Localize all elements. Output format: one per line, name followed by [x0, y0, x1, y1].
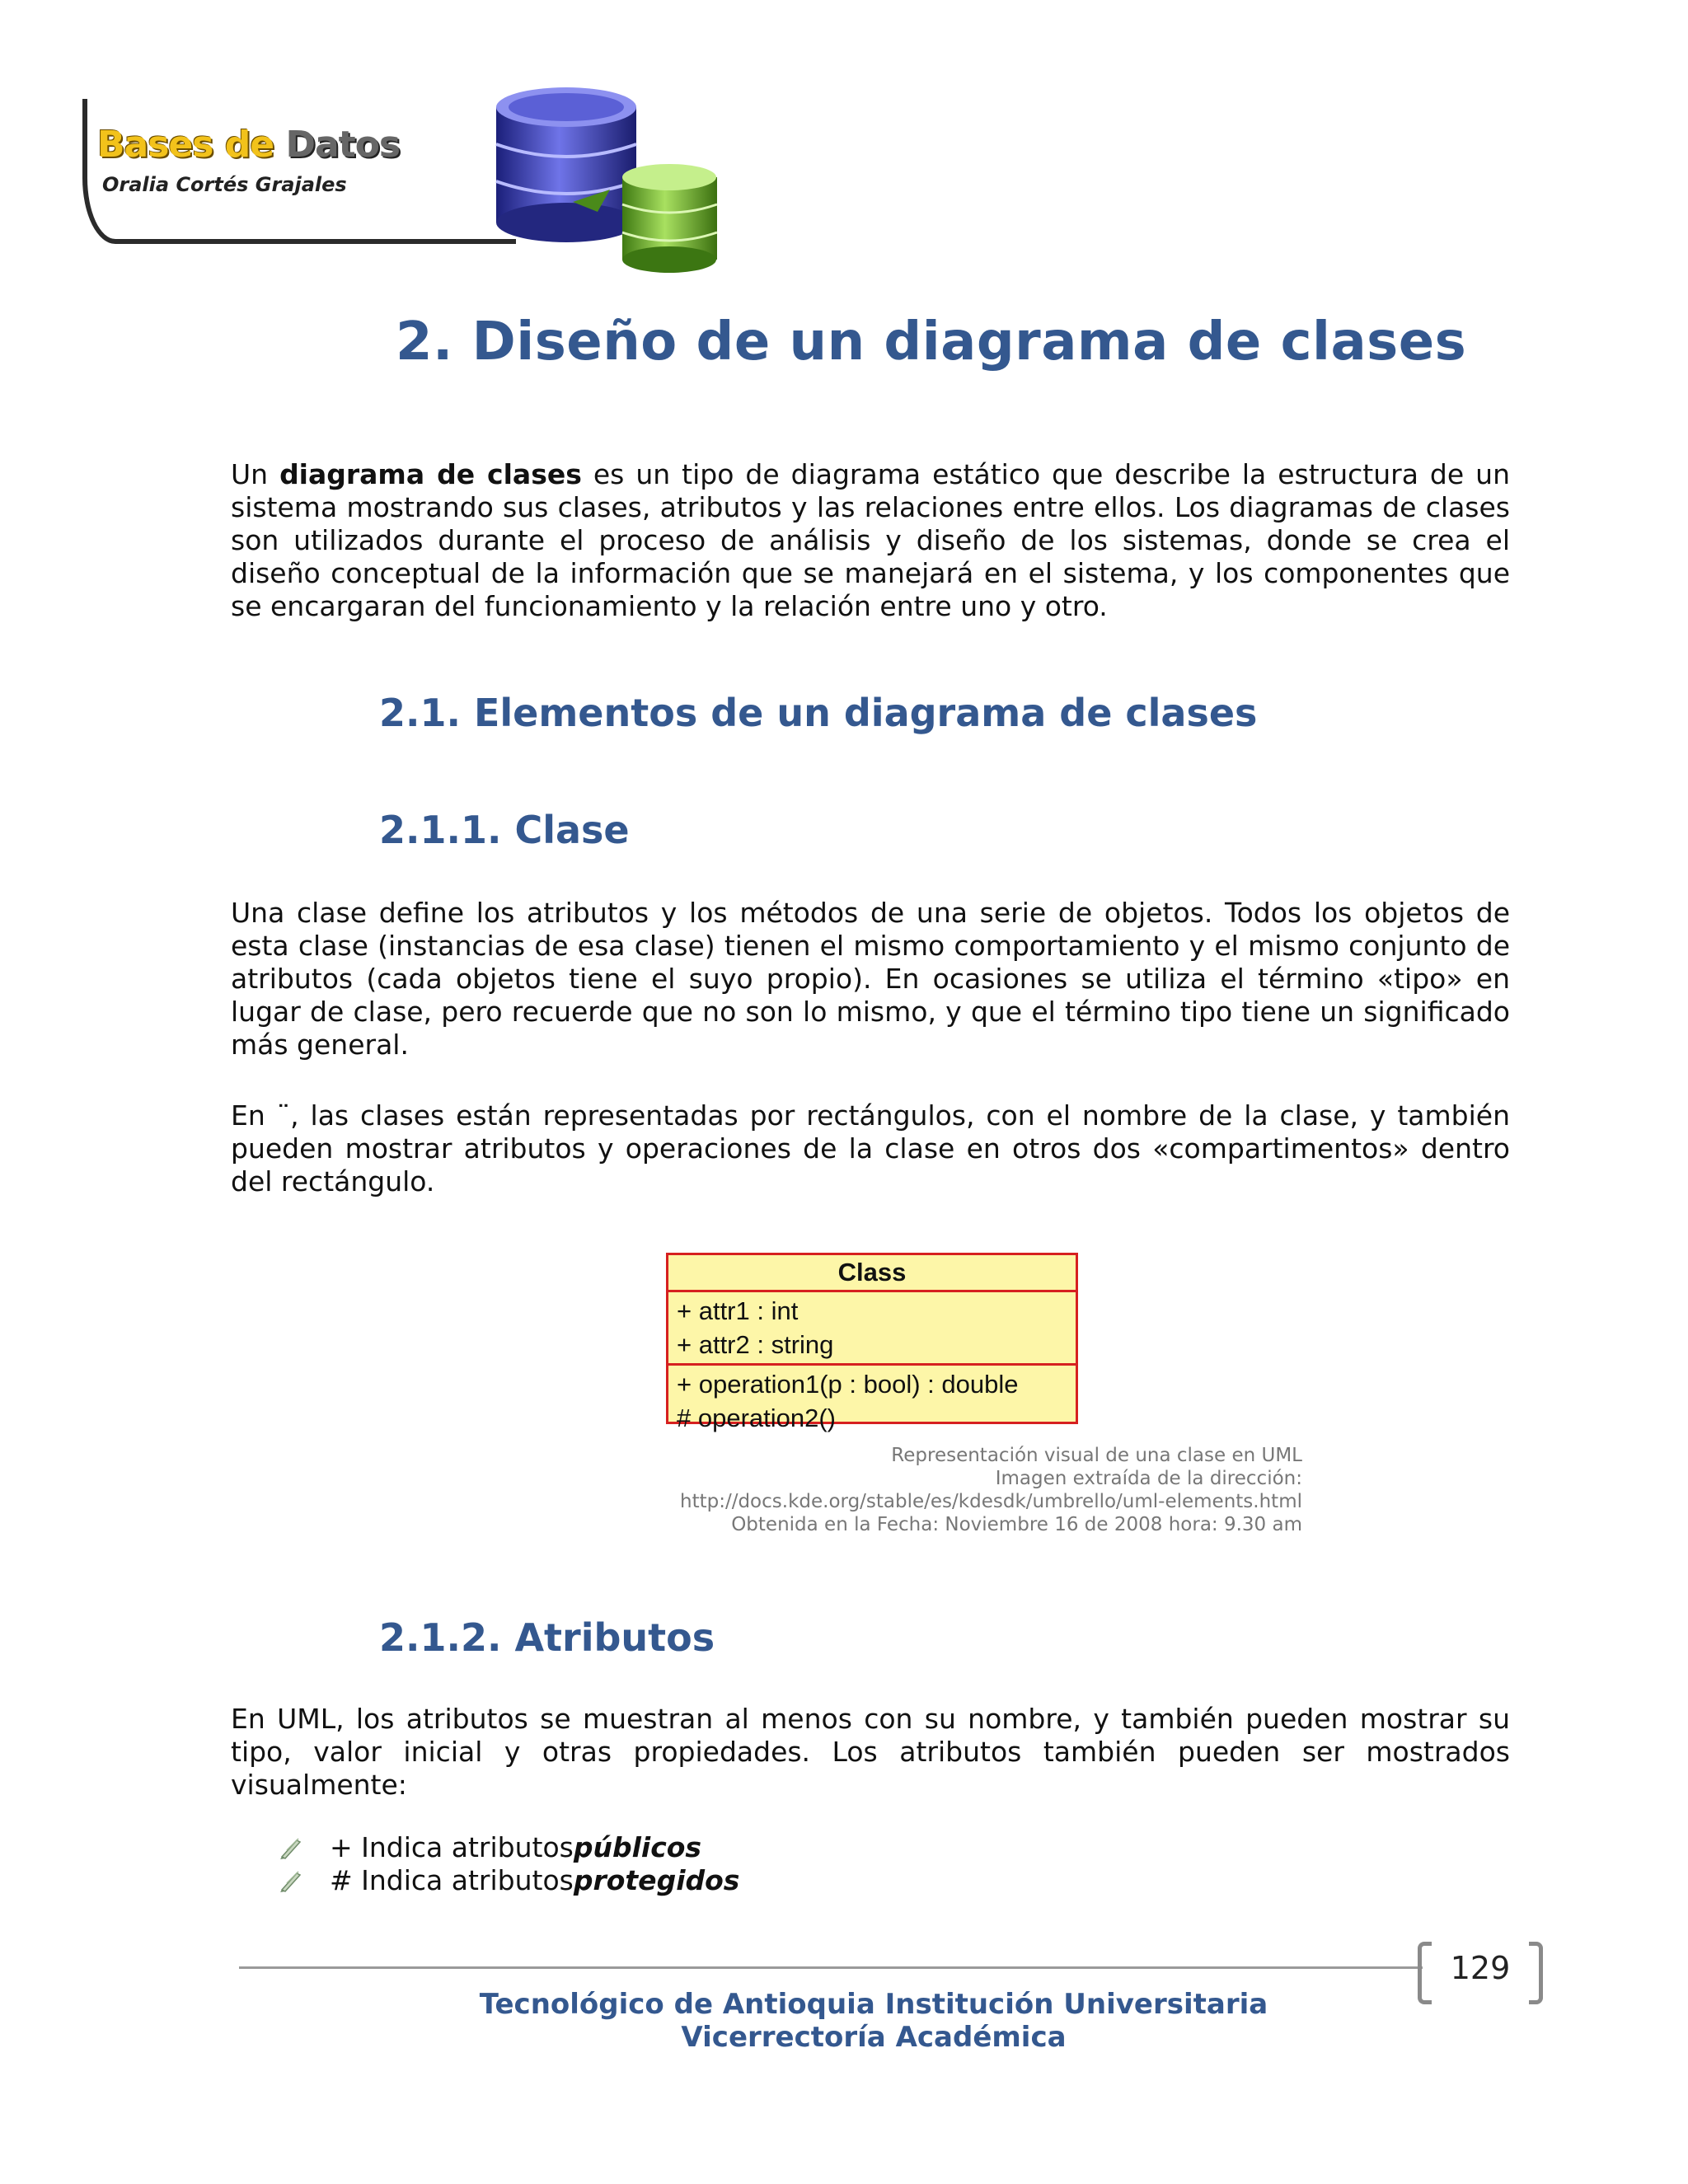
- uml-operation: + operation1(p : bool) : double: [677, 1370, 1019, 1399]
- section-title: 2.1. Elementos de un diagrama de clases: [379, 691, 1258, 735]
- uml-attributes-compartment: [668, 1292, 1076, 1366]
- bullet-text: # Indica atributos: [330, 1864, 574, 1896]
- intro-paragraph: [231, 458, 1510, 623]
- uml-attribute: + attr1 : int: [677, 1296, 799, 1325]
- footer-department: Vicerrectoría Académica: [681, 2021, 1067, 2054]
- pen-icon: [279, 1868, 303, 1893]
- caption-line: Imagen extraída de la dirección:: [995, 1468, 1302, 1489]
- logo-title-part1: Bases: [97, 124, 213, 166]
- header-logo: [82, 82, 676, 280]
- logo-title-part2: de: [224, 124, 274, 166]
- intro-rest: es un tipo de diagrama estático que describe la estructura de un sistema mostrando sus clases, atributos y las relaciones entre ellos. Los diagramas de clases son utilizados durante el proceso de análisis y diseño de los sistemas, donde se crea el diseño conceptual de la información que se manejará en el sistema, y los componentes que se encargaran del funcionamiento y la relación entre uno y otro.: [231, 458, 1510, 622]
- footer-institution: Tecnológico de Antioquia Institución Universitaria: [479, 1988, 1268, 2021]
- attribute-bullet-list: [279, 1831, 739, 1897]
- bullet-text: + Indica atributos: [330, 1831, 574, 1863]
- bullet-bold: públicos: [573, 1831, 702, 1863]
- intro-bold-term: diagrama de clases: [279, 458, 582, 490]
- logo-title-part3: Datos: [285, 124, 401, 166]
- logo-title: [97, 124, 400, 166]
- intro-lead: Un: [231, 458, 280, 490]
- clase-paragraph-1: Una clase define los atributos y los métodos de una serie de objetos. Todos los objetos de esta clase (instancias de esa clase) tienen el mismo comportamiento y el mismo conjunto de atributos (cada objetos tiene el suyo propio). En ocasiones se utiliza el término «tipo» en lugar de clase, pero recuerde que no son lo mismo, y que el término tipo tiene un significado más general.: [231, 897, 1510, 1061]
- uml-operations-compartment: [668, 1366, 1076, 1436]
- pen-icon: [279, 1835, 303, 1860]
- list-item: [279, 1864, 739, 1897]
- atributos-paragraph: En UML, los atributos se muestran al menos con su nombre, y también pueden mostrar su tipo, valor inicial y otras propiedades. Los atributos también pueden ser mostrados visualmente:: [231, 1703, 1510, 1801]
- chapter-title: 2. Diseño de un diagrama de clases: [396, 312, 1467, 373]
- clase-paragraph-2: En ¨, las clases están representadas por rectángulos, con el nombre de la clase, y también pueden mostrar atributos y operaciones de la clase en otros dos «compartimentos» dentro del rectángulo.: [231, 1099, 1510, 1197]
- uml-attribute: + attr2 : string: [677, 1330, 834, 1359]
- subsection-title-atributos: 2.1.2. Atributos: [379, 1615, 715, 1660]
- database-icon: [404, 82, 750, 280]
- caption-url: http://docs.kde.org/stable/es/kdesdk/umbrello/uml-elements.html: [680, 1491, 1302, 1512]
- page-number: 129: [1450, 1950, 1511, 1986]
- figure-caption: [577, 1444, 1302, 1536]
- caption-line: Representación visual de una clase en UML: [891, 1445, 1302, 1466]
- uml-operation: # operation2(): [677, 1404, 837, 1432]
- footer-divider: [239, 1966, 1423, 1969]
- subsection-title-clase: 2.1.1. Clase: [379, 808, 630, 852]
- uml-class-name: Class: [668, 1255, 1076, 1292]
- logo-author: Oralia Cortés Grajales: [102, 173, 347, 196]
- uml-class-figure: [666, 1253, 1078, 1432]
- bullet-bold: protegidos: [573, 1864, 740, 1896]
- caption-line: Obtenida en la Fecha: Noviembre 16 de 2008 hora: 9.30 am: [731, 1514, 1302, 1535]
- list-item: [279, 1831, 739, 1864]
